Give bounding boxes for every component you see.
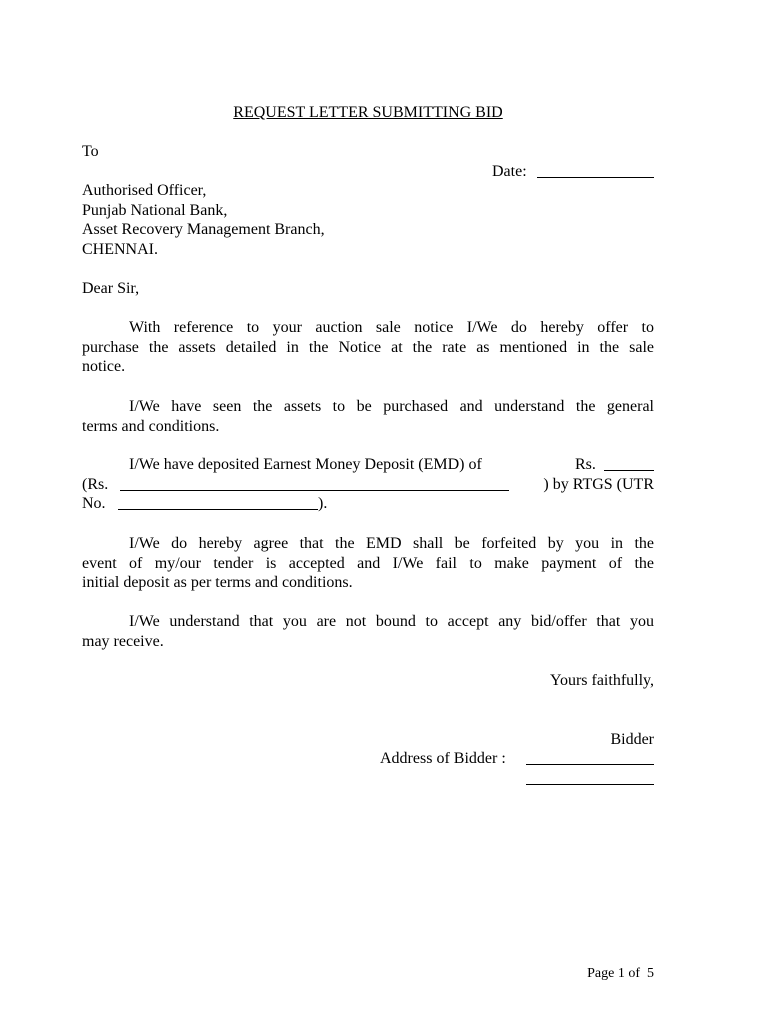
to-label: To [82,143,99,160]
emd-amount-blank[interactable] [604,470,654,471]
page-number [587,964,654,984]
address-of-bidder-label: Address of Bidder : [380,750,506,767]
date-row [492,162,527,182]
paragraph-forfeit [82,534,654,593]
paragraph-line: I/We have seen the assets to be purchased and understand the general [129,398,654,415]
bidder-label: Bidder [610,731,654,748]
paragraph-line: I/We understand that you are not bound to accept any bid/offer that you [129,613,654,630]
date-label: Date: [492,163,527,180]
paragraph-line: With reference to your auction sale notice I/We do hereby offer to [129,319,654,336]
emd-line: I/We have deposited Earnest Money Deposit (EMD) of [129,456,482,473]
paragraph-line: event of my/our tender is accepted and I/We fail to make payment of the [82,554,654,572]
paragraph-line: terms and conditions. [82,417,220,435]
date-blank[interactable] [537,177,654,178]
paragraph-not-bound [82,612,654,651]
salutation: Dear Sir, [82,280,140,297]
address-of-bidder-blank-2[interactable] [526,784,654,785]
page-prefix: Page [587,966,615,981]
emd-rs-label: Rs. [575,456,596,473]
address-line: Authorised Officer, [82,182,207,199]
page-of: of [628,966,640,981]
paragraph-offer [82,318,654,377]
address-of-bidder-blank[interactable] [526,764,654,765]
document-title: REQUEST LETTER SUBMITTING BID [233,104,503,121]
closing: Yours faithfully, [549,672,654,689]
emd-rtgs-label: ) by RTGS (UTR [543,476,654,493]
paragraph-line: notice. [82,358,126,375]
page-current: 1 [617,966,625,981]
emd-amount-words-blank[interactable] [120,490,509,491]
paragraph-line: initial deposit as per terms and conditions. [82,574,353,591]
emd-close: ). [318,495,328,512]
paragraph-line: purchase the assets detailed in the Notice at the rate as mentioned in the sale [82,338,654,356]
paragraph-terms [82,397,654,436]
address-line: CHENNAI. [82,241,158,258]
emd-no-label: No. [82,495,106,512]
address-line: Punjab National Bank, [82,202,228,219]
paragraph-line: may receive. [82,632,164,650]
address-line: Asset Recovery Management Branch, [82,221,325,238]
page-total: 5 [647,966,654,981]
emd-utr-blank[interactable] [118,509,318,510]
paragraph-line: I/We do hereby agree that the EMD shall be forfeited by you in the [129,535,654,552]
emd-rs-open: (Rs. [82,476,109,493]
